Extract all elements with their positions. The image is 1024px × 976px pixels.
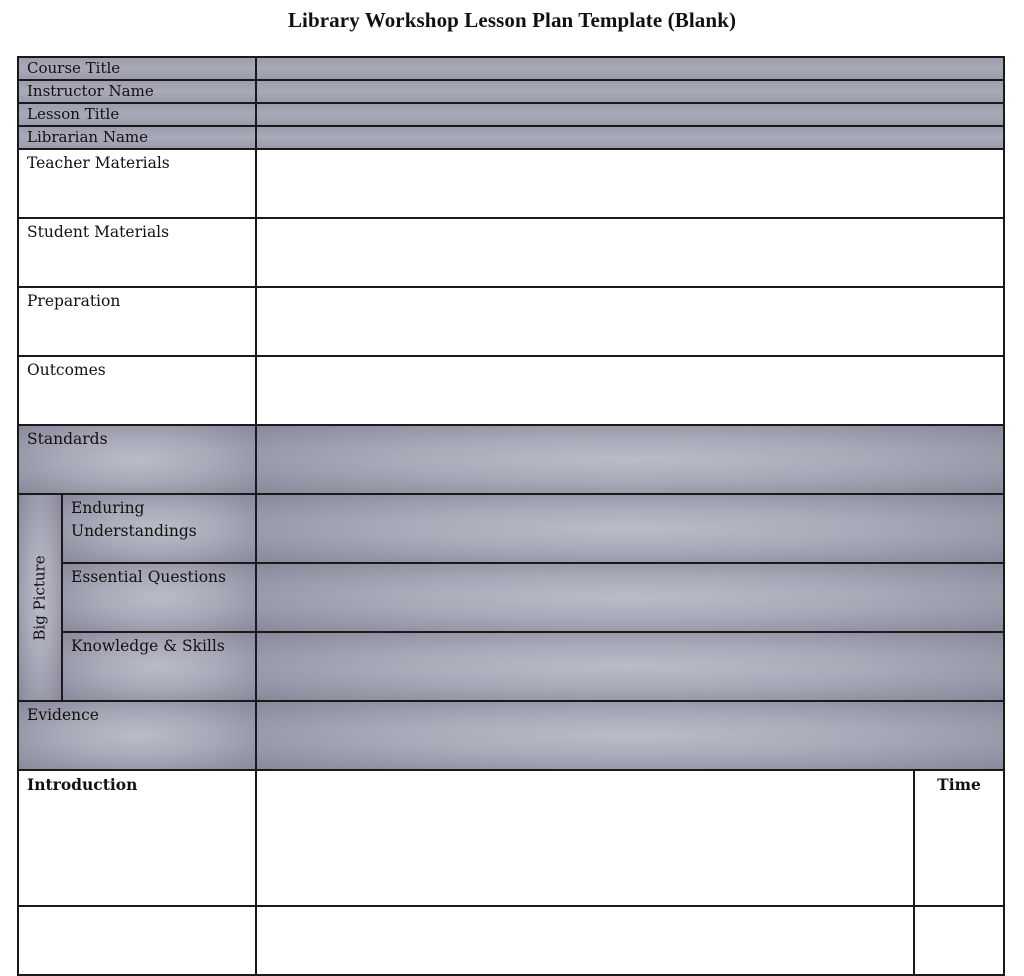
enduring-understandings-label: Enduring Understandings	[71, 499, 197, 540]
student-materials-row	[18, 218, 1004, 287]
student-materials-label: Student Materials	[27, 223, 170, 241]
next-row-field[interactable]	[256, 906, 914, 975]
enduring-understandings-row	[18, 494, 1004, 563]
course-title-label: Course Title	[27, 59, 121, 77]
lesson-title-label: Lesson Title	[27, 105, 120, 123]
instructor-name-field[interactable]	[256, 80, 1004, 103]
preparation-row	[18, 287, 1004, 356]
lesson-plan-form	[17, 56, 1005, 976]
outcomes-label: Outcomes	[27, 361, 106, 379]
standards-field[interactable]	[256, 425, 1004, 494]
teacher-materials-field[interactable]	[256, 149, 1004, 218]
student-materials-field[interactable]	[256, 218, 1004, 287]
document-title: Library Workshop Lesson Plan Template (Blank)	[287, 8, 737, 32]
essential-questions-field[interactable]	[256, 563, 1004, 632]
next-row-time-field[interactable]	[914, 906, 1004, 975]
next-row	[18, 906, 1004, 975]
course-title-field[interactable]	[256, 57, 1004, 80]
teacher-materials-label: Teacher Materials	[27, 154, 170, 172]
essential-questions-label: Essential Questions	[71, 568, 226, 586]
enduring-understandings-field[interactable]	[256, 494, 1004, 563]
introduction-field[interactable]	[256, 770, 914, 906]
knowledge-skills-label: Knowledge & Skills	[71, 637, 225, 655]
essential-questions-row	[18, 563, 1004, 632]
preparation-field[interactable]	[256, 287, 1004, 356]
big-picture-label: Big Picture	[30, 554, 49, 641]
teacher-materials-row	[18, 149, 1004, 218]
big-picture-group	[18, 494, 62, 701]
standards-row	[18, 425, 1004, 494]
librarian-name-label: Librarian Name	[27, 128, 148, 146]
introduction-label: Introduction	[27, 775, 138, 794]
librarian-name-row	[18, 126, 1004, 149]
outcomes-row	[18, 356, 1004, 425]
next-row-label-cell	[18, 906, 256, 975]
standards-label: Standards	[27, 430, 108, 448]
outcomes-field[interactable]	[256, 356, 1004, 425]
course-title-row	[18, 57, 1004, 80]
lesson-title-row	[18, 103, 1004, 126]
evidence-label: Evidence	[27, 706, 99, 724]
time-label: Time	[937, 775, 981, 794]
instructor-name-row	[18, 80, 1004, 103]
introduction-row	[18, 770, 1004, 906]
librarian-name-field[interactable]	[256, 126, 1004, 149]
lesson-title-field[interactable]	[256, 103, 1004, 126]
knowledge-skills-field[interactable]	[256, 632, 1004, 701]
instructor-name-label: Instructor Name	[27, 82, 154, 100]
preparation-label: Preparation	[27, 292, 121, 310]
evidence-field[interactable]	[256, 701, 1004, 770]
knowledge-skills-row	[18, 632, 1004, 701]
evidence-row	[18, 701, 1004, 770]
